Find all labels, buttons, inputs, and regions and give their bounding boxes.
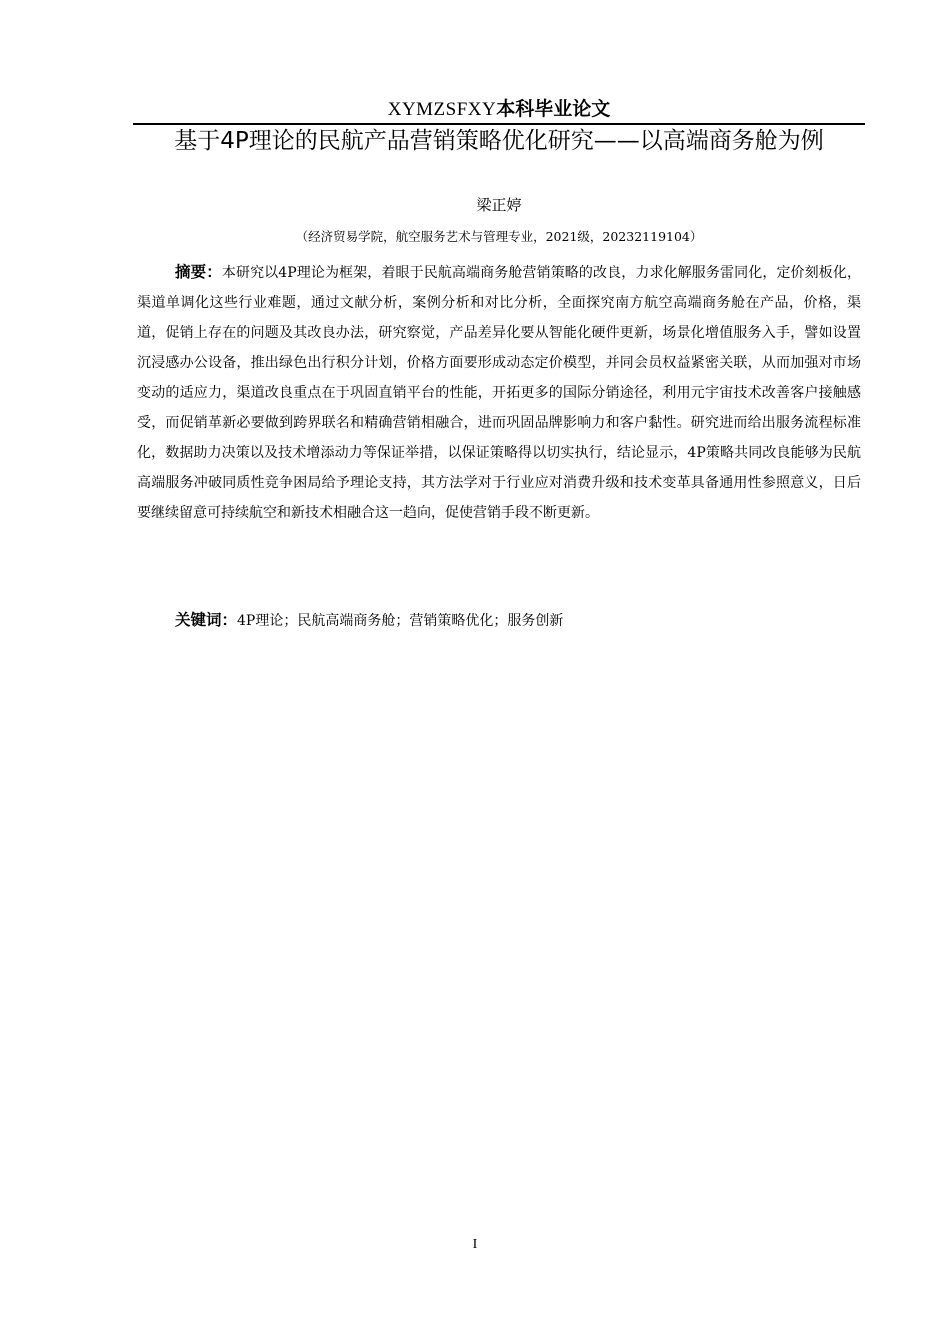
keywords-text: 4P理论；民航高端商务舱；营销策略优化；服务创新 — [237, 613, 564, 629]
header-rule — [133, 123, 865, 125]
author-affiliation: （经济贸易学院，航空服务艺术与管理专业，2021级，20232119104） — [295, 229, 703, 244]
keywords-label: 关键词： — [175, 611, 238, 629]
paper-title: 基于4P理论的民航产品营销策略优化研究——以高端商务舱为例 — [174, 128, 824, 154]
header-code: XYMZSFXY — [387, 99, 497, 120]
author-name: 梁正婷 — [476, 196, 522, 214]
abstract — [137, 257, 861, 528]
header-label: 本科毕业论文 — [496, 98, 611, 120]
running-header — [133, 96, 865, 122]
keywords — [137, 605, 861, 636]
abstract-label: 摘要： — [175, 263, 222, 281]
abstract-text: 本研究以4P理论为框架，着眼于民航高端商务舱营销策略的改良，力求化解服务雷同化，定价刻板化，渠道单调化这些行业难题，通过文献分析，案例分析和对比分析，全面探究南方航空高端商务舱在产品，价格，渠道，促销上存在的问题及其改良办法，研究察觉，产品差异化要从智能化硬件更新，场景化增值服务入手，譬如设置沉浸感办公设备，推出绿色出行积分计划，价格方面要形成动态定价模型，并同会员权益紧密关联，从而加强对市场变动的适应力，渠道改良重点在于巩固直销平台的性能，开拓更多的国际分销途径，利用元宇宙技术改善客户接触感受，而促销革新必要做到跨界联名和精确营销相融合，进而巩固品牌影响力和客户黏性。研究进而给出服务流程标准化，数据助力决策以及技术增添动力等保证举措，以保证策略得以切实执行，结论显示，4P策略共同改良能够为民航高端服务冲破同质性竞争困局给予理论支持，其方法学对于行业应对消费升级和技术变革具备通用性参照意义，日后要继续留意可持续航空和新技术相融合这一趋向，促使营销手段不断更新。 — [137, 265, 861, 521]
page-number: I — [472, 1237, 478, 1252]
